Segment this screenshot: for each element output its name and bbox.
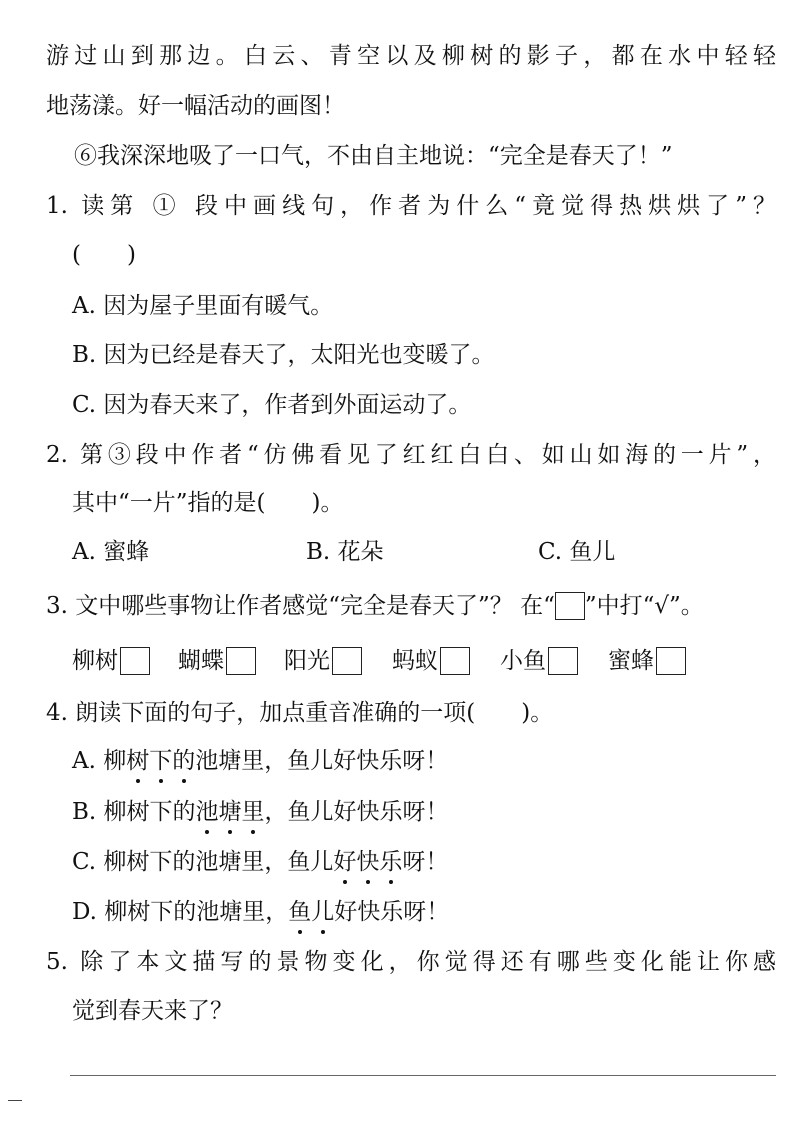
q1-answer-bracket[interactable]: ( ): [72, 242, 136, 268]
q3-checkbox-ant[interactable]: [440, 647, 470, 675]
q4-char: 呀: [402, 748, 426, 774]
q4-char: 快: [357, 899, 381, 925]
q4-stressed-char: 快: [356, 849, 380, 875]
q4-char: 乐: [379, 748, 403, 774]
q4-char: 塘: [218, 748, 242, 774]
q3-checkbox-bee[interactable]: [656, 647, 686, 675]
q4-char: 下: [150, 899, 174, 925]
q4-stressed-char: 树: [126, 748, 150, 774]
q4-char: 儿: [310, 799, 334, 825]
q4-char: ！: [426, 899, 450, 925]
q4-char: 呀: [402, 799, 426, 825]
q4-char: ！: [425, 849, 449, 875]
q3-item-bee: 蜜蜂: [608, 648, 654, 674]
q4-char: 柳: [103, 799, 127, 825]
q4-stressed-char: 里: [241, 799, 265, 825]
q1-option-b[interactable]: B. 因为已经是春天了，太阳光也变暖了。: [72, 342, 495, 368]
passage-line-1: 游过山到那边。白云、青空以及柳树的影子，都在水中轻轻: [46, 43, 776, 69]
q4-char: 的: [172, 849, 196, 875]
q1-stem-line-1: 1. 读第 ① 段中画线句，作者为什么“竟觉得热烘烘了”？: [46, 193, 776, 219]
q4-char: 好: [333, 799, 357, 825]
q4-char: 里: [242, 899, 266, 925]
q1-option-c[interactable]: C. 因为春天来了，作者到外面运动了。: [72, 392, 472, 418]
q3-items: [72, 646, 686, 676]
q3-sample-box: [555, 592, 585, 620]
corner-mark: [8, 1100, 22, 1101]
q4-stressed-char: 下: [149, 748, 173, 774]
q4-option-b[interactable]: [72, 797, 449, 827]
q4-char: 好: [333, 748, 357, 774]
q4-char: ，: [264, 799, 288, 825]
q4-char: 呀: [402, 849, 426, 875]
q3-item-sunlight: 阳光: [284, 648, 330, 674]
q4-char: 里: [241, 748, 265, 774]
q4-stressed-char: 好: [333, 849, 357, 875]
q3-stem-after: ”中打“√”。: [584, 593, 704, 619]
q4-char: 的: [173, 899, 197, 925]
q4-char: 快: [356, 748, 380, 774]
q5-stem-line-2: 觉到春天来了？: [72, 998, 233, 1024]
q4-char: 下: [149, 799, 173, 825]
passage-line-3: ⑥我深深地吸了一口气，不由自主地说：“完全是春天了！”: [74, 143, 673, 169]
q4-char: ，: [265, 899, 289, 925]
q4-char: 树: [127, 899, 151, 925]
q4-option-c[interactable]: [72, 847, 448, 877]
q4-stressed-char: 池: [195, 799, 219, 825]
q4-option-prefix: D.: [72, 899, 105, 925]
q4-char: 鱼: [287, 849, 311, 875]
q4-char: 树: [126, 799, 150, 825]
q4-char: 柳: [103, 849, 127, 875]
q4-char: 池: [195, 748, 219, 774]
q4-char: 里: [241, 849, 265, 875]
q4-stressed-char: 乐: [379, 849, 403, 875]
q4-char: 好: [334, 899, 358, 925]
q2-option-b[interactable]: B. 花朵: [306, 539, 384, 565]
q4-char: 柳: [103, 748, 127, 774]
q2-option-a[interactable]: A. 蜜蜂: [72, 539, 150, 565]
q4-option-d[interactable]: [72, 897, 449, 927]
q4-char: 下: [149, 849, 173, 875]
q3-checkbox-willow[interactable]: [120, 647, 150, 675]
q4-char: 儿: [310, 849, 334, 875]
q3-checkbox-butterfly[interactable]: [226, 647, 256, 675]
q4-stressed-char: 的: [172, 748, 196, 774]
q4-char: ！: [425, 799, 449, 825]
q4-char: 塘: [219, 899, 243, 925]
q4-stressed-char: 儿: [311, 899, 335, 925]
q3-stem: [46, 591, 704, 621]
q4-char: 池: [196, 899, 220, 925]
q4-char: 鱼: [287, 799, 311, 825]
q4-stressed-char: 塘: [218, 799, 242, 825]
q3-item-fish: 小鱼: [500, 648, 546, 674]
q4-char: 乐: [380, 899, 404, 925]
q2-stem-line-1: 2. 第③段中作者“仿佛看见了红红白白、如山如海的一片”，: [46, 442, 776, 468]
q4-char: 树: [126, 849, 150, 875]
q4-char: 乐: [379, 799, 403, 825]
q4-char: 塘: [218, 849, 242, 875]
q4-char: ！: [425, 748, 449, 774]
q3-item-butterfly: 蝴蝶: [178, 648, 224, 674]
q4-stem: 4. 朗读下面的句子，加点重音准确的一项( )。: [46, 700, 554, 726]
q4-option-prefix: C.: [72, 849, 104, 875]
q4-option-prefix: B.: [72, 799, 104, 825]
answer-line[interactable]: [70, 1075, 776, 1076]
q3-stem-before: 3. 文中哪些事物让作者感觉“完全是春天了”？ 在“: [46, 593, 555, 619]
q4-char: 的: [172, 799, 196, 825]
q2-stem-line-2: 其中“一片”指的是( )。: [72, 490, 344, 516]
q4-stressed-char: 鱼: [288, 899, 312, 925]
q2-option-c[interactable]: C. 鱼儿: [538, 539, 616, 565]
q5-stem-line-1: 5. 除了本文描写的景物变化，你觉得还有哪些变化能让你感: [46, 949, 776, 975]
q4-char: 呀: [403, 899, 427, 925]
q4-char: 儿: [310, 748, 334, 774]
q4-char: 快: [356, 799, 380, 825]
q4-char: 柳: [104, 899, 128, 925]
q4-char: 池: [195, 849, 219, 875]
q4-option-a[interactable]: [72, 746, 448, 776]
q4-char: 鱼: [287, 748, 311, 774]
q3-item-willow: 柳树: [72, 648, 118, 674]
q4-char: ，: [264, 748, 288, 774]
q1-option-a[interactable]: A. 因为屋子里面有暖气。: [72, 293, 334, 319]
q3-checkbox-fish[interactable]: [548, 647, 578, 675]
passage-line-2: 地荡漾。好一幅活动的画图！: [46, 93, 345, 119]
q3-checkbox-sunlight[interactable]: [332, 647, 362, 675]
q4-char: ，: [264, 849, 288, 875]
q4-option-prefix: A.: [72, 748, 104, 774]
q3-item-ant: 蚂蚁: [392, 648, 438, 674]
